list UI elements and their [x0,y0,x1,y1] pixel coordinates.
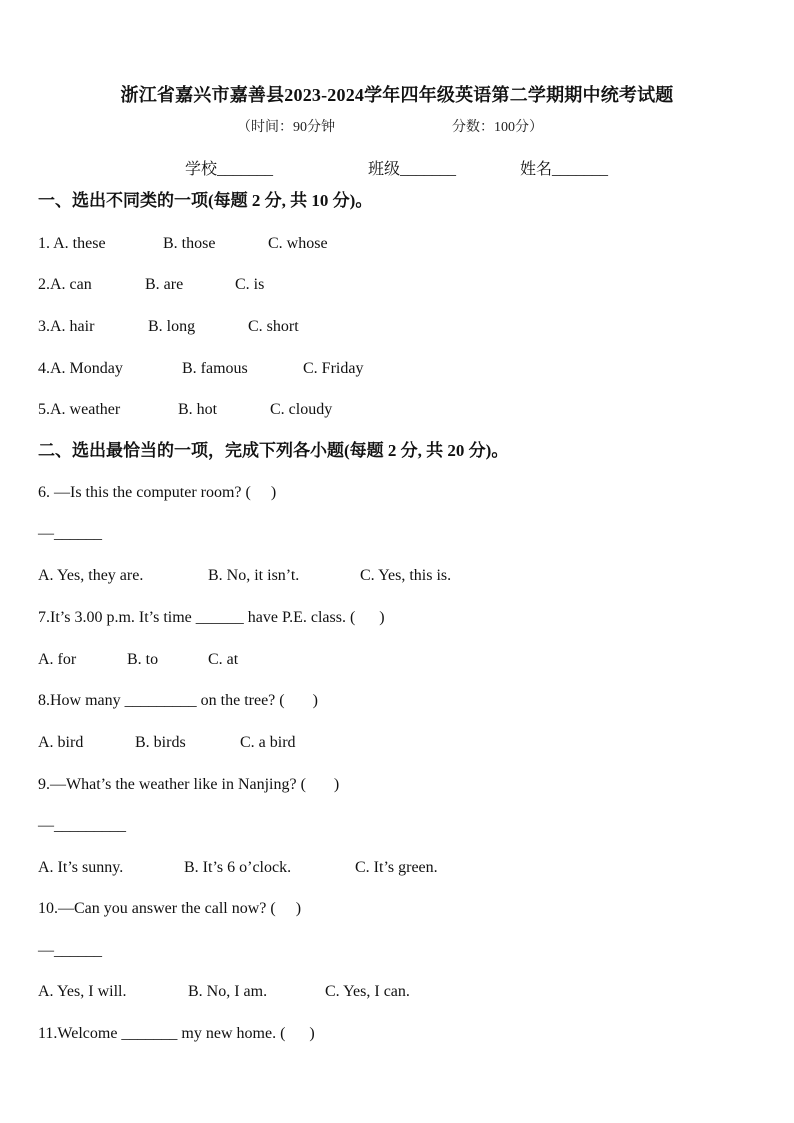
q6-stem: 6. —Is this the computer room? ( ) [38,484,277,501]
q9-option-b: B. It’s 6 o’clock. [184,859,292,876]
section1-heading: 一、选出不同类的一项(每题 2 分, 共 10 分)。 [38,191,373,210]
q6-reply: —______ [38,525,102,542]
q5-option-b: B. hot [178,401,218,418]
name-field: 姓名_______ [520,161,609,178]
q5-option-a: 5.A. weather [38,401,121,418]
q10-reply: —______ [38,942,102,959]
q9-option-a: A. It’s sunny. [38,859,124,876]
q7-option-b: B. to [127,651,159,668]
school-field: 学校_______ [185,161,274,178]
q6-option-a: A. Yes, they are. [38,567,144,584]
q4-option-b: B. famous [182,360,248,377]
q8-option-c: C. a bird [240,734,296,751]
q3-option-a: 3.A. hair [38,318,95,335]
q5-option-c: C. cloudy [270,401,333,418]
q10-option-c: C. Yes, I can. [325,983,410,1000]
q10-option-b: B. No, I am. [188,983,268,1000]
q10-stem: 10.—Can you answer the call now? ( ) [38,900,302,917]
q1-option-c: C. whose [268,235,328,252]
q2-option-a: 2.A. can [38,276,92,293]
q6-option-c: C. Yes, this is. [360,567,452,584]
q7-option-c: C. at [208,651,239,668]
q10-option-a: A. Yes, I will. [38,983,127,1000]
q7-stem: 7.It’s 3.00 p.m. It’s time ______ have P.E. class. ( ) [38,609,385,626]
q6-option-b: B. No, it isn’t. [208,567,300,584]
page-title: 浙江省嘉兴市嘉善县2023-2024学年四年级英语第二学期期中统考试题 [120,85,674,105]
q1-option-b: B. those [163,235,216,252]
section2-heading: 二、选出最恰当的一项，完成下列各小题(每题 2 分, 共 20 分)。 [38,441,509,460]
q2-option-b: B. are [145,276,184,293]
q7-option-a: A. for [38,651,77,668]
q11-stem: 11.Welcome _______ my new home. ( ) [38,1025,315,1042]
q4-option-a: 4.A. Monday [38,360,123,377]
q8-option-b: B. birds [135,734,186,751]
q9-option-c: C. It’s green. [355,859,438,876]
q3-option-c: C. short [248,318,299,335]
class-field: 班级_______ [368,161,457,178]
q9-stem: 9.—What’s the weather like in Nanjing? ( ) [38,776,340,793]
score-info: 分数：100分） [452,120,543,135]
q1-option-a: 1. A. these [38,235,106,252]
q9-reply: —_________ [38,817,126,834]
q3-option-b: B. long [148,318,196,335]
q8-stem: 8.How many _________ on the tree? ( ) [38,692,318,709]
q4-option-c: C. Friday [303,360,364,377]
q8-option-a: A. bird [38,734,84,751]
time-info: （时间：90分钟 [237,120,335,135]
q2-option-c: C. is [235,276,265,293]
